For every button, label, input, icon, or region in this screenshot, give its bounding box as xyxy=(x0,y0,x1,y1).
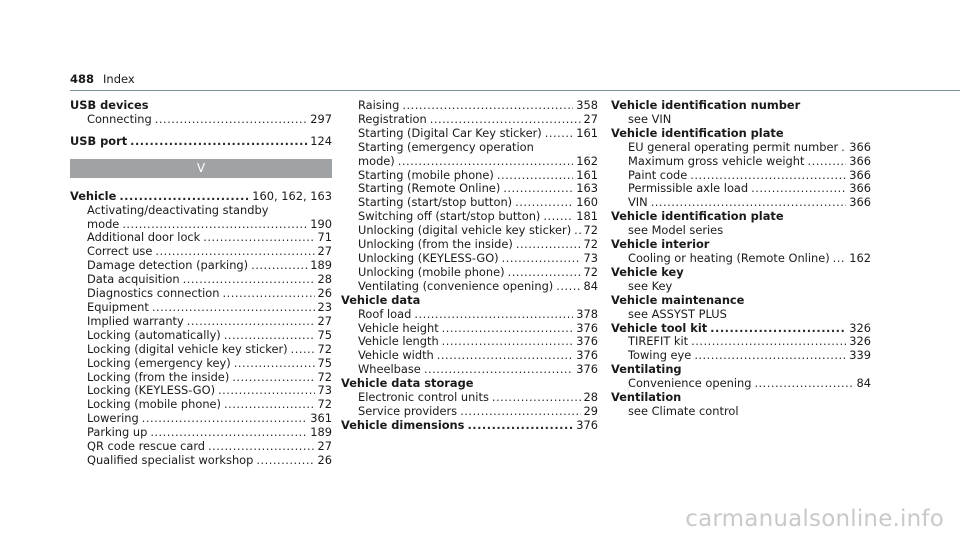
index-subentry[interactable] xyxy=(611,196,871,210)
entry-text: Unlocking (KEYLESS-GO) xyxy=(358,250,499,265)
entry-text: Cooling or heating (Remote Online) xyxy=(628,250,830,265)
dot-leader xyxy=(155,245,314,259)
index-subentry[interactable] xyxy=(611,141,871,155)
index-subentry[interactable] xyxy=(70,259,332,273)
entry-text: Permissible axle load xyxy=(628,181,749,196)
entry-text: Activating/deactivating standby xyxy=(87,202,269,217)
entry-text: see Climate control xyxy=(628,403,739,418)
entry-text: Ventilating xyxy=(611,362,682,377)
dot-leader xyxy=(442,322,574,336)
dot-leader xyxy=(497,169,573,183)
page-reference[interactable]: 297 xyxy=(310,111,332,126)
page-reference[interactable]: 71 xyxy=(317,230,332,245)
index-subentry[interactable] xyxy=(70,343,332,357)
entry-text: VIN xyxy=(628,195,648,210)
entry-text: EU general operating permit number xyxy=(628,139,839,154)
index-subentry[interactable] xyxy=(70,371,332,385)
page-reference[interactable]: 160 xyxy=(576,195,598,210)
dot-leader xyxy=(150,426,307,440)
page-reference[interactable]: 29 xyxy=(583,403,598,418)
entry-text: Vehicle height xyxy=(358,320,439,335)
index-subentry[interactable] xyxy=(70,426,332,440)
index-subentry[interactable] xyxy=(611,155,871,169)
dot-leader xyxy=(442,335,574,349)
index-subentry xyxy=(611,113,871,127)
index-subentry[interactable] xyxy=(70,113,332,127)
index-column-2 xyxy=(341,99,598,433)
entry-text: USB port xyxy=(70,133,128,148)
dot-leader xyxy=(130,135,307,149)
entry-text: see VIN xyxy=(628,111,672,126)
header-rule xyxy=(70,90,960,91)
dot-leader xyxy=(414,308,573,322)
index-subentry[interactable] xyxy=(70,454,332,468)
letter-divider xyxy=(70,159,332,178)
index-subentry[interactable] xyxy=(341,113,598,127)
entry-text: Starting (start/stop button) xyxy=(358,195,513,210)
entry-text: Ventilation xyxy=(611,390,682,405)
letter-divider-label: V xyxy=(196,161,206,176)
entry-text: Qualified specialist workshop xyxy=(87,452,254,467)
page-reference[interactable]: 376 xyxy=(576,417,598,432)
index-subentry[interactable] xyxy=(70,329,332,343)
page-reference[interactable]: 28 xyxy=(583,390,598,405)
index-term xyxy=(611,266,871,280)
entry-text: Registration xyxy=(358,111,427,126)
dot-leader xyxy=(155,113,308,127)
index-subentry[interactable] xyxy=(341,363,598,377)
index-subentry xyxy=(611,308,871,322)
dot-leader xyxy=(402,99,573,113)
watermark: carmanualsonline.info xyxy=(685,506,944,532)
index-subentry[interactable] xyxy=(341,127,598,141)
page-reference[interactable]: 72 xyxy=(583,237,598,252)
dot-leader xyxy=(208,440,314,454)
dot-leader xyxy=(152,301,315,315)
dot-leader xyxy=(424,363,573,377)
page-reference[interactable]: 162 xyxy=(576,153,598,168)
dot-leader xyxy=(187,315,315,329)
entry-text: Vehicle identification plate xyxy=(611,125,784,140)
index-term xyxy=(70,99,332,113)
page-reference[interactable]: 190 xyxy=(310,216,332,231)
page-reference[interactable]: 161 xyxy=(576,125,598,140)
index-subentry[interactable] xyxy=(341,155,598,169)
index-subentry[interactable] xyxy=(341,210,598,224)
dot-leader xyxy=(430,113,581,127)
index-subentry[interactable] xyxy=(341,182,598,196)
entry-text: Vehicle dimensions xyxy=(341,417,465,432)
entry-text: Raising xyxy=(358,98,400,112)
index-subentry[interactable] xyxy=(70,384,332,398)
index-subentry xyxy=(611,224,871,238)
page-reference[interactable]: 26 xyxy=(317,452,332,467)
dot-leader xyxy=(256,454,314,468)
page-reference[interactable]: 366 xyxy=(849,167,871,182)
index-subentry[interactable] xyxy=(341,391,598,405)
dot-leader xyxy=(234,357,315,371)
entry-text: Vehicle identification number xyxy=(611,98,801,112)
index-subentry[interactable] xyxy=(70,440,332,454)
index-term xyxy=(611,238,871,252)
dot-leader xyxy=(508,266,581,280)
page-reference[interactable]: 366 xyxy=(849,181,871,196)
dot-leader xyxy=(751,182,846,196)
dot-leader xyxy=(222,287,314,301)
entry-text: Unlocking (from the inside) xyxy=(358,237,513,252)
index-subentry[interactable] xyxy=(70,245,332,259)
dot-leader xyxy=(556,280,580,294)
dot-leader xyxy=(543,210,573,224)
page-reference[interactable]: 72 xyxy=(317,341,332,356)
entry-text: Starting (Remote Online) xyxy=(358,181,501,196)
dot-leader xyxy=(467,419,573,433)
entry-text: QR code rescue card xyxy=(87,439,206,454)
index-subentry[interactable] xyxy=(611,252,871,266)
index-subentry[interactable] xyxy=(611,169,871,183)
page-reference[interactable]: 84 xyxy=(583,278,598,293)
dot-leader xyxy=(224,398,315,412)
dot-leader xyxy=(398,155,574,169)
dot-leader xyxy=(515,196,573,210)
page-reference[interactable]: 361 xyxy=(310,411,332,426)
index-subentry xyxy=(341,141,598,155)
dot-leader xyxy=(545,127,574,141)
page-reference[interactable]: 23 xyxy=(317,299,332,314)
entry-text: Vehicle identification plate xyxy=(611,209,784,224)
entry-text: Vehicle interior xyxy=(611,237,710,252)
index-term xyxy=(611,99,871,113)
entry-text: Vehicle length xyxy=(358,334,439,349)
page-reference[interactable]: 84 xyxy=(856,376,871,391)
col1-top-list xyxy=(70,99,332,149)
entry-text: Connecting xyxy=(87,111,152,126)
index-subentry[interactable] xyxy=(341,322,598,336)
page-reference[interactable]: 160, 162, 163 xyxy=(252,188,332,203)
index-subentry[interactable] xyxy=(70,231,332,245)
index-subentry[interactable] xyxy=(70,412,332,426)
entry-text: Diagnostics connection xyxy=(87,286,220,301)
dot-leader xyxy=(710,322,846,336)
index-subentry[interactable] xyxy=(70,218,332,232)
page-reference[interactable]: 189 xyxy=(310,425,332,440)
entry-text: USB devices xyxy=(70,98,149,112)
index-term xyxy=(611,363,871,377)
page-reference[interactable]: 376 xyxy=(576,320,598,335)
dot-leader xyxy=(232,371,314,385)
entry-text: Locking (KEYLESS-GO) xyxy=(87,383,216,398)
dot-leader xyxy=(203,231,314,245)
entry-text: mode) xyxy=(358,153,395,168)
page-header xyxy=(70,72,135,86)
entry-text: Vehicle maintenance xyxy=(611,292,745,307)
dot-leader xyxy=(691,335,846,349)
index-subentry[interactable] xyxy=(341,349,598,363)
entry-text: Lowering xyxy=(87,411,139,426)
page-reference[interactable]: 75 xyxy=(317,355,332,370)
index-subentry[interactable] xyxy=(611,349,871,363)
dot-leader xyxy=(218,384,314,398)
index-subentry[interactable] xyxy=(341,99,598,113)
page-reference[interactable]: 72 xyxy=(583,264,598,279)
col2-list xyxy=(341,99,598,433)
dot-leader xyxy=(574,224,580,238)
page-reference[interactable]: 376 xyxy=(576,348,598,363)
index-subentry xyxy=(70,204,332,218)
entry-text: Wheelbase xyxy=(358,362,421,377)
page-reference[interactable]: 376 xyxy=(576,362,598,377)
entry-text: see Model series xyxy=(628,223,724,238)
index-subentry xyxy=(611,280,871,294)
page-reference[interactable]: 339 xyxy=(849,348,871,363)
page-reference[interactable]: 26 xyxy=(317,286,332,301)
dot-leader xyxy=(142,412,308,426)
page-reference[interactable]: 326 xyxy=(849,334,871,349)
page-reference[interactable]: 73 xyxy=(583,250,598,265)
dot-leader xyxy=(516,238,581,252)
entry-text: Equipment xyxy=(87,299,149,314)
col1-main-list xyxy=(70,190,332,468)
page-reference[interactable]: 73 xyxy=(317,383,332,398)
index-term[interactable] xyxy=(611,322,871,336)
entry-text: mode xyxy=(87,216,120,231)
entry-text: Vehicle key xyxy=(611,264,684,279)
index-subentry xyxy=(611,405,871,419)
entry-text: see ASSYST PLUS xyxy=(628,306,727,321)
entry-text: Vehicle tool kit xyxy=(611,320,708,335)
page-reference[interactable]: 366 xyxy=(849,195,871,210)
page-reference[interactable]: 366 xyxy=(849,153,871,168)
index-column-1 xyxy=(70,99,332,468)
dot-leader xyxy=(122,218,307,232)
index-term xyxy=(341,377,598,391)
entry-text: Parking up xyxy=(87,425,148,440)
index-term xyxy=(341,294,598,308)
dot-leader xyxy=(841,141,846,155)
index-term xyxy=(611,294,871,308)
entry-text: Unlocking (mobile phone) xyxy=(358,264,505,279)
index-subentry[interactable] xyxy=(341,224,598,238)
index-subentry[interactable] xyxy=(341,308,598,322)
page-reference[interactable]: 124 xyxy=(310,133,332,148)
dot-leader xyxy=(119,190,249,204)
entry-text: Locking (digital vehicle key sticker) xyxy=(87,341,288,356)
col3-list xyxy=(611,99,871,419)
dot-leader xyxy=(224,329,315,343)
index-subentry[interactable] xyxy=(611,377,871,391)
entry-text: Roof load xyxy=(358,306,412,321)
index-column-3 xyxy=(611,99,871,419)
entry-text: Additional door lock xyxy=(87,230,201,245)
page-number: 488 xyxy=(70,72,95,86)
dot-leader xyxy=(291,343,315,357)
dot-leader xyxy=(437,349,573,363)
page-reference[interactable]: 27 xyxy=(317,313,332,328)
dot-leader xyxy=(183,273,315,287)
page-reference[interactable]: 326 xyxy=(849,320,871,335)
entry-text: TIREFIT kit xyxy=(628,334,689,349)
entry-text: Starting (mobile phone) xyxy=(358,167,494,182)
dot-leader xyxy=(503,182,573,196)
dot-leader xyxy=(694,349,846,363)
page-reference[interactable]: 189 xyxy=(310,258,332,273)
index-subentry[interactable] xyxy=(70,315,332,329)
index-term[interactable] xyxy=(341,419,598,433)
dot-leader xyxy=(690,169,846,183)
dot-leader xyxy=(502,252,581,266)
page-reference[interactable]: 72 xyxy=(583,223,598,238)
page-reference[interactable]: 72 xyxy=(317,397,332,412)
index-subentry[interactable] xyxy=(341,196,598,210)
page-reference[interactable]: 163 xyxy=(576,181,598,196)
page-reference[interactable]: 181 xyxy=(576,209,598,224)
entry-text: Paint code xyxy=(628,167,688,182)
dot-leader xyxy=(251,259,307,273)
index-subentry[interactable] xyxy=(341,169,598,183)
index-subentry[interactable] xyxy=(611,335,871,349)
page-reference[interactable]: 27 xyxy=(583,111,598,126)
dot-leader xyxy=(460,405,580,419)
entry-text: Locking (emergency key) xyxy=(87,355,231,370)
index-subentry[interactable] xyxy=(341,335,598,349)
index-subentry[interactable] xyxy=(70,398,332,412)
index-term[interactable] xyxy=(70,135,332,149)
page-reference[interactable]: 358 xyxy=(576,98,598,112)
entry-text: Vehicle width xyxy=(358,348,434,363)
page-reference[interactable]: 161 xyxy=(576,167,598,182)
entry-text: Locking (from the inside) xyxy=(87,369,230,384)
dot-leader xyxy=(651,196,847,210)
page-reference[interactable]: 27 xyxy=(317,244,332,259)
entry-text: Vehicle data xyxy=(341,292,421,307)
index-subentry[interactable] xyxy=(341,252,598,266)
index-term xyxy=(611,127,871,141)
dot-leader xyxy=(807,155,846,169)
index-subentry[interactable] xyxy=(70,301,332,315)
page-reference[interactable]: 162 xyxy=(849,250,871,265)
page-reference[interactable]: 72 xyxy=(317,369,332,384)
entry-text: Locking (mobile phone) xyxy=(87,397,221,412)
section-title: Index xyxy=(103,72,135,86)
page-reference[interactable]: 376 xyxy=(576,334,598,349)
page-reference[interactable]: 75 xyxy=(317,327,332,342)
index-subentry[interactable] xyxy=(611,182,871,196)
index-subentry[interactable] xyxy=(341,405,598,419)
index-subentry[interactable] xyxy=(70,357,332,371)
entry-text: Correct use xyxy=(87,244,153,259)
index-subentry[interactable] xyxy=(70,273,332,287)
entry-text: Starting (Digital Car Key sticker) xyxy=(358,125,542,140)
page-reference[interactable]: 28 xyxy=(317,272,332,287)
entry-text: Damage detection (parking) xyxy=(87,258,249,273)
page-reference[interactable]: 378 xyxy=(576,306,598,321)
index-subentry[interactable] xyxy=(341,280,598,294)
index-term xyxy=(611,210,871,224)
dot-leader xyxy=(754,377,853,391)
page-reference[interactable]: 366 xyxy=(849,139,871,154)
entry-text: Unlocking (digital vehicle key sticker) xyxy=(358,223,572,238)
index-subentry[interactable] xyxy=(341,238,598,252)
entry-text: Towing eye xyxy=(628,348,692,363)
dot-leader xyxy=(492,391,581,405)
entry-text: Service providers xyxy=(358,403,458,418)
entry-text: Electronic control units xyxy=(358,390,489,405)
entry-text: Implied warranty xyxy=(87,313,184,328)
entry-text: see Key xyxy=(628,278,673,293)
entry-text: Locking (automatically) xyxy=(87,327,221,342)
index-term xyxy=(611,391,871,405)
page-reference[interactable]: 27 xyxy=(317,439,332,454)
entry-text: Data acquisition xyxy=(87,272,180,287)
entry-text: Starting (emergency operation xyxy=(358,139,534,154)
entry-text: Ventilating (convenience opening) xyxy=(358,278,554,293)
entry-text: Maximum gross vehicle weight xyxy=(628,153,805,168)
entry-text: Vehicle xyxy=(70,188,117,203)
index-term[interactable] xyxy=(70,190,332,204)
entry-text: Switching off (start/stop button) xyxy=(358,209,541,224)
dot-leader xyxy=(833,252,847,266)
entry-text: Convenience opening xyxy=(628,376,752,391)
index-subentry[interactable] xyxy=(341,266,598,280)
index-subentry[interactable] xyxy=(70,287,332,301)
entry-text: Vehicle data storage xyxy=(341,376,474,391)
